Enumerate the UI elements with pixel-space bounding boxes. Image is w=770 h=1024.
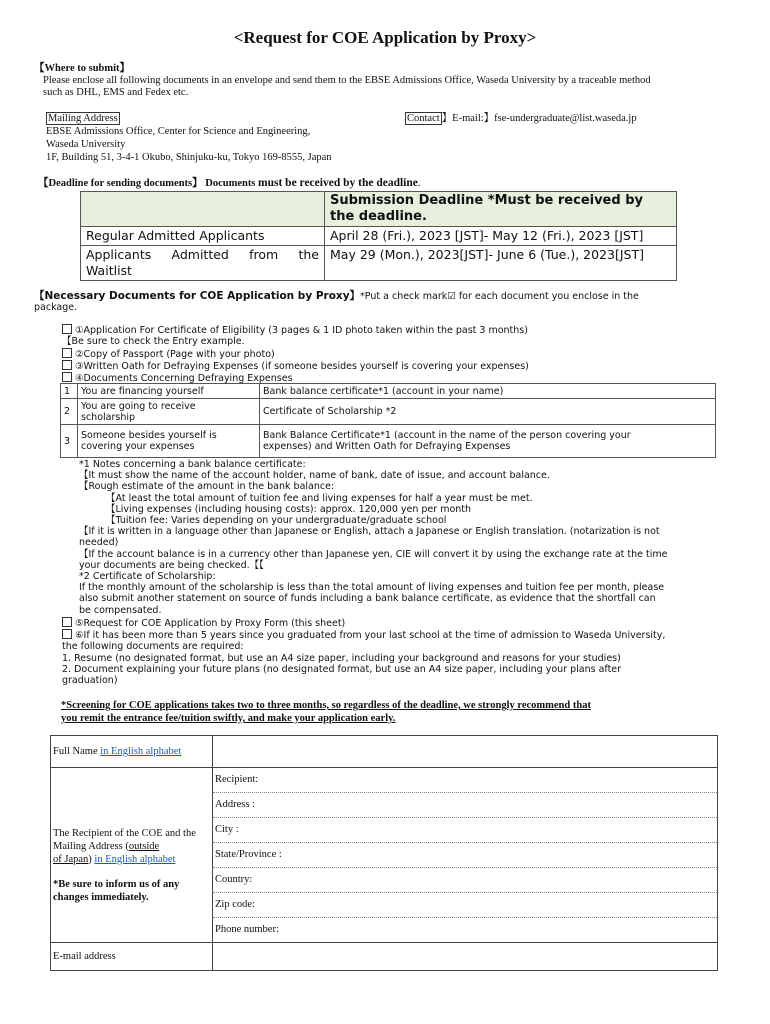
recipient-label-cell <box>51 768 213 943</box>
email-input[interactable] <box>213 943 718 971</box>
where-line-2: such as DHL, EMS and Fedex etc. <box>43 87 189 98</box>
note-2-line: If the monthly amount of the scholarship is less than the total amount of living expenses and tuition fee per month, please <box>79 582 665 594</box>
deadline-row-label: Regular Admitted Applicants <box>81 227 325 246</box>
note-1-line: 【Living expenses (including housing costs): approx. 120,000 yen per month <box>106 503 472 515</box>
financing-row <box>61 399 716 425</box>
phone-number-field[interactable]: Phone number: <box>215 924 279 935</box>
note-1-line: 【If the account balance is in a currency other than Japanese yen, CIE will convert it by using the exchange rate at the time <box>79 548 668 560</box>
financing-row-doc: Certificate of Scholarship *2 <box>260 399 716 425</box>
checklist-item-6[interactable]: ⑥If it has been more than 5 years since you graduated from your last school at the time of admission to Waseda University, <box>62 629 762 641</box>
contact <box>405 112 637 125</box>
financing-row-num: 2 <box>61 399 78 425</box>
mailing-line-2: Waseda University <box>46 139 126 150</box>
recipient-label: The Recipient of the COE and the Mailing Address (outside of Japan) in English alphabet <box>53 827 196 865</box>
full-name-input[interactable] <box>213 736 718 768</box>
email-label: E-mail address <box>51 943 213 971</box>
deadline-header-blank <box>81 192 325 227</box>
note-2-line: also submit another statement on source of funds including a bank balance certificate, as evidence that the shortfall can <box>79 593 656 605</box>
deadline-row-waitlist <box>81 246 677 281</box>
financing-row-num: 3 <box>61 425 78 458</box>
deadline-table <box>80 191 677 281</box>
where-line-1: Please enclose all following documents in an envelope and send them to the EBSE Admissions Office, Waseda University by a traceable method <box>43 75 651 86</box>
note-1-line: 【Rough estimate of the amount in the bank balance: <box>79 481 335 493</box>
note-1-line: needed) <box>79 537 119 549</box>
mailing-address-label: Mailing Address <box>48 113 118 124</box>
necessary-note-2: package. <box>34 302 78 313</box>
mailing-line-3: 1F, Building 51, 3-4-1 Okubo, Shinjuku-ku, Tokyo 169-8555, Japan <box>46 152 332 163</box>
checklist-item-4[interactable]: ④Documents Concerning Defraying Expenses <box>62 372 762 384</box>
zip-code-field[interactable]: Zip code: <box>213 893 717 918</box>
form-row-full-name <box>51 736 718 768</box>
checkbox-icon[interactable] <box>62 360 72 370</box>
deadline-heading: 【Deadline for sending documents】 Documents must be received by the deadline. <box>38 177 421 189</box>
deadline-row-value: May 29 (Mon.), 2023[JST]- June 6 (Tue.), 2023[JST] <box>325 246 677 281</box>
form-row-recipient <box>51 768 718 943</box>
checkbox-icon[interactable] <box>62 629 72 639</box>
checklist-lower <box>62 617 762 686</box>
checklist-item-2[interactable]: ②Copy of Passport (Page with your photo) <box>62 348 762 360</box>
state-province-field[interactable]: State/Province : <box>213 843 717 868</box>
deadline-row-label: Applicants Admitted from the Waitlist <box>81 246 325 281</box>
full-name-label: Full Name in English alphabet <box>51 736 213 768</box>
inform-note: *Be sure to inform us of any changes immediately. <box>53 878 180 903</box>
contact-label: Contact <box>407 113 440 124</box>
financing-table <box>60 383 716 458</box>
note-1-line: 【At least the total amount of tuition fee and living expenses for half a year must be met. <box>106 492 533 504</box>
checklist-item-1-note: 【Be sure to check the Entry example. <box>62 336 245 348</box>
screening-line-1: *Screening for COE applications takes two to three months, so regardless of the deadline, we strongly recommend that <box>61 700 591 711</box>
financing-row-doc: Bank balance certificate*1 (account in your name) <box>260 384 716 399</box>
application-form <box>50 735 718 971</box>
where-heading: 【Where to submit】 <box>34 63 131 74</box>
financing-row-doc: Bank Balance Certificate*1 (account in the name of the person covering your expenses) and Written Oath for Defraying Expenses <box>260 425 716 458</box>
english-alphabet-link[interactable]: in English alphabet <box>100 746 182 757</box>
form-row-email <box>51 943 718 971</box>
deadline-header-cell: Submission Deadline *Must be received by the deadline. <box>325 192 677 227</box>
note-1-line: 【Tuition fee: Varies depending on your undergraduate/graduate school <box>106 515 447 527</box>
checklist-item-6-line: 1. Resume (no designated format, but use an A4 size paper, including your background and reasons for your studies) <box>62 652 621 664</box>
checklist-item-3[interactable]: ③Written Oath for Defraying Expenses (if someone besides yourself is covering your expenses) <box>62 360 762 372</box>
page-title: <Request for COE Application by Proxy> <box>233 28 537 47</box>
checkbox-icon[interactable] <box>62 348 72 358</box>
notes-block <box>79 459 729 616</box>
financing-row-who: You are going to receive scholarship <box>78 399 260 425</box>
english-alphabet-link[interactable]: in English alphabet <box>94 853 176 865</box>
financing-row-num: 1 <box>61 384 78 399</box>
checklist <box>62 324 762 384</box>
checklist-item-6-line: the following documents are required: <box>62 641 244 653</box>
checklist-item-6-line: 2. Document explaining your future plans (no designated format, but use an A4 size paper, including your plans after <box>62 663 622 675</box>
note-2-heading: *2 Certificate of Scholarship: <box>79 571 216 583</box>
financing-row-who: You are financing yourself <box>78 384 260 399</box>
checklist-item-1[interactable]: ①Application For Certificate of Eligibility (3 pages & 1 ID photo taken within the past 3 months) <box>62 324 762 336</box>
note-1-line: 【If it is written in a language other than Japanese or English, attach a Japanese or English translation. (notarization is not <box>79 526 660 538</box>
deadline-row-regular <box>81 227 677 246</box>
financing-row <box>61 425 716 458</box>
country-field[interactable]: Country: <box>213 868 717 893</box>
note-1-heading: *1 Notes concerning a bank balance certificate: <box>79 459 306 470</box>
address-field[interactable]: Address : <box>213 793 717 818</box>
note-1-line: 【It must show the name of the account holder, name of bank, date of issue, and account balance. <box>79 470 550 482</box>
screening-line-2: you remit the entrance fee/tuition swiftly, and make your application early. <box>61 713 396 724</box>
checkbox-icon[interactable] <box>62 324 72 334</box>
financing-row-who: Someone besides yourself is covering your expenses <box>78 425 260 458</box>
checkbox-icon[interactable] <box>62 617 72 627</box>
deadline-row-value: April 28 (Fri.), 2023 [JST]- May 12 (Fri.), 2023 [JST] <box>325 227 677 246</box>
recipient-fields <box>213 768 718 943</box>
contact-email[interactable]: 】E-mail:】fse-undergraduate@list.waseda.jp <box>441 113 637 124</box>
checkbox-icon[interactable] <box>62 372 72 382</box>
checklist-item-5[interactable]: ⑤Request for COE Application by Proxy Form (this sheet) <box>62 617 762 629</box>
mailing-line-1: EBSE Admissions Office, Center for Science and Engineering, <box>46 126 311 137</box>
necessary-heading: 【Necessary Documents for COE Application by Proxy】*Put a check mark☑ for each document you enclose in the <box>34 290 639 302</box>
deadline-header-row <box>81 192 677 227</box>
financing-row <box>61 384 716 399</box>
note-2-line: be compensated. <box>79 604 162 616</box>
note-1-line: your documents are being checked.【【 <box>79 559 264 571</box>
checklist-item-6-line: graduation) <box>62 675 118 687</box>
recipient-field[interactable]: Recipient: <box>213 768 717 793</box>
city-field[interactable]: City : <box>213 818 717 843</box>
